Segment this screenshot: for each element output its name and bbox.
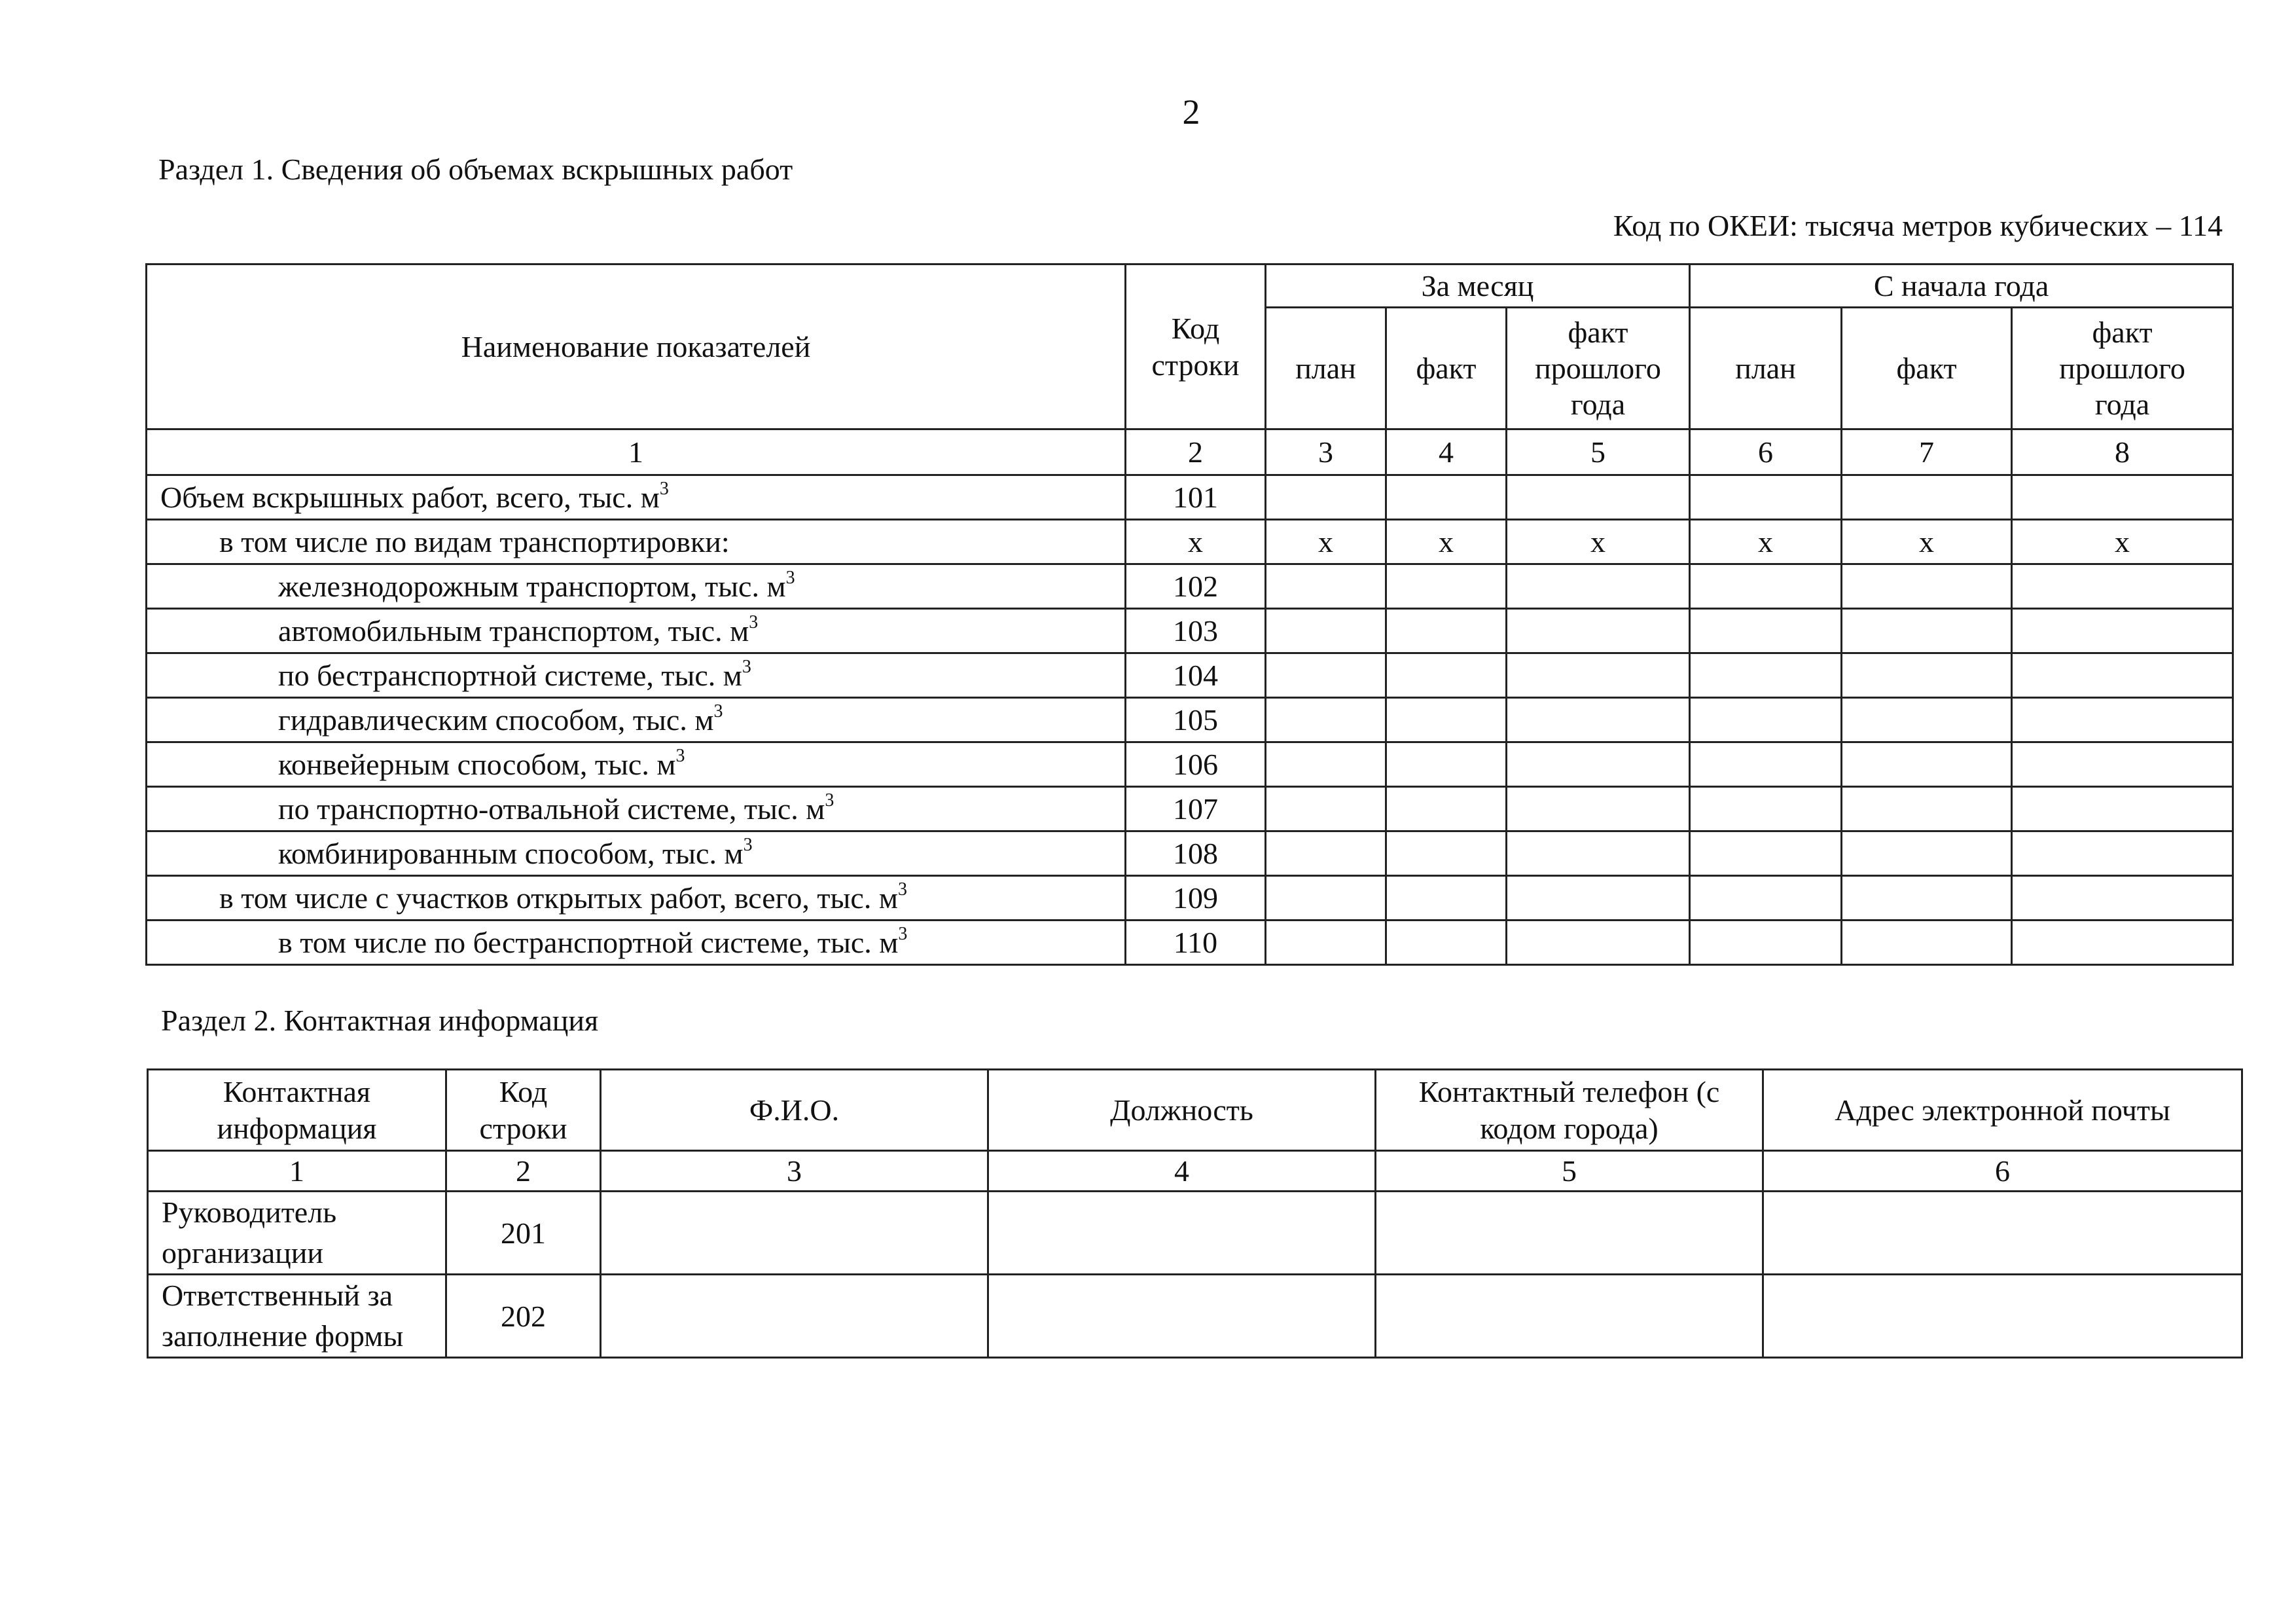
value-cell[interactable] bbox=[2012, 787, 2233, 831]
value-cell[interactable] bbox=[2012, 653, 2233, 698]
column-number: 4 bbox=[1386, 429, 1507, 475]
value-cell[interactable] bbox=[1507, 564, 1690, 609]
value-cell[interactable] bbox=[2012, 876, 2233, 921]
value-cell[interactable] bbox=[1842, 787, 2012, 831]
unit-superscript: 3 bbox=[825, 790, 834, 811]
value-cell[interactable] bbox=[1690, 742, 1842, 787]
value-cell[interactable] bbox=[2012, 742, 2233, 787]
value-cell[interactable] bbox=[1507, 609, 1690, 653]
column-number: 5 bbox=[1507, 429, 1690, 475]
header-year-fact-prev-text: факт прошлого года bbox=[2059, 315, 2185, 422]
column-number: 4 bbox=[988, 1151, 1376, 1192]
value-cell[interactable] bbox=[1266, 831, 1386, 876]
header-code-text: Код строки bbox=[1151, 312, 1240, 382]
contact-role: Ответственный за заполнение формы bbox=[148, 1275, 446, 1358]
value-cell[interactable] bbox=[1690, 787, 1842, 831]
header-phone-text: Контактный телефон (с кодом города) bbox=[1418, 1075, 1720, 1145]
header-code-text: Код строки bbox=[479, 1075, 567, 1145]
header-row-1 bbox=[147, 264, 2233, 308]
value-cell[interactable] bbox=[1266, 653, 1386, 698]
column-number: 3 bbox=[601, 1151, 988, 1192]
value-cell: x bbox=[1690, 520, 1842, 564]
table-row bbox=[148, 1192, 2242, 1275]
column-number: 1 bbox=[148, 1151, 446, 1192]
unit-superscript: 3 bbox=[897, 879, 907, 900]
fio-cell[interactable] bbox=[601, 1275, 988, 1358]
value-cell[interactable] bbox=[1842, 653, 2012, 698]
row-name bbox=[147, 653, 1126, 698]
value-cell[interactable] bbox=[1690, 698, 1842, 742]
value-cell[interactable] bbox=[1690, 609, 1842, 653]
column-number: 3 bbox=[1266, 429, 1386, 475]
row-name bbox=[147, 742, 1126, 787]
value-cell: x bbox=[2012, 520, 2233, 564]
header-month-fact-prev-text: факт прошлого года bbox=[1535, 315, 1661, 422]
value-cell[interactable] bbox=[1266, 921, 1386, 965]
column-number: 5 bbox=[1376, 1151, 1763, 1192]
header-month-group: За месяц bbox=[1266, 264, 1690, 308]
table-row bbox=[147, 653, 2233, 698]
header-year-group: С начала года bbox=[1690, 264, 2233, 308]
value-cell[interactable] bbox=[1507, 787, 1690, 831]
header-phone bbox=[1376, 1070, 1763, 1151]
row-name-text: по транспортно-отвальной системе, тыс. м bbox=[278, 792, 825, 826]
header-fio: Ф.И.О. bbox=[601, 1070, 988, 1151]
header-email: Адрес электронной почты bbox=[1763, 1070, 2242, 1151]
value-cell[interactable] bbox=[1386, 609, 1507, 653]
value-cell[interactable] bbox=[1266, 564, 1386, 609]
contacts-table bbox=[147, 1068, 2243, 1359]
table-row bbox=[147, 698, 2233, 742]
value-cell[interactable] bbox=[1842, 921, 2012, 965]
value-cell[interactable] bbox=[2012, 831, 2233, 876]
column-number: 8 bbox=[2012, 429, 2233, 475]
row-code: 105 bbox=[1126, 698, 1266, 742]
page-number: 2 bbox=[1182, 92, 1200, 132]
value-cell[interactable] bbox=[1266, 742, 1386, 787]
header-month-plan: план bbox=[1266, 308, 1386, 429]
value-cell[interactable] bbox=[1386, 787, 1507, 831]
unit-superscript: 3 bbox=[659, 478, 669, 499]
position-cell[interactable] bbox=[988, 1192, 1376, 1275]
value-cell[interactable] bbox=[1386, 742, 1507, 787]
value-cell[interactable] bbox=[1507, 653, 1690, 698]
table-row bbox=[147, 876, 2233, 921]
value-cell[interactable] bbox=[1507, 831, 1690, 876]
value-cell[interactable] bbox=[1842, 876, 2012, 921]
table-row bbox=[147, 609, 2233, 653]
value-cell[interactable] bbox=[2012, 475, 2233, 520]
value-cell[interactable] bbox=[1507, 698, 1690, 742]
header-name: Наименование показателей bbox=[147, 264, 1126, 429]
value-cell[interactable] bbox=[1842, 475, 2012, 520]
row-name-text: железнодорожным транспортом, тыс. м bbox=[278, 569, 786, 603]
header-year-fact-prev bbox=[2012, 308, 2233, 429]
value-cell[interactable] bbox=[1386, 564, 1507, 609]
table-row bbox=[147, 520, 2233, 564]
value-cell[interactable] bbox=[1507, 921, 1690, 965]
value-cell[interactable] bbox=[1507, 876, 1690, 921]
value-cell[interactable] bbox=[1386, 475, 1507, 520]
value-cell[interactable] bbox=[1386, 698, 1507, 742]
contacts-header-row bbox=[148, 1070, 2242, 1151]
row-name bbox=[147, 698, 1126, 742]
value-cell[interactable] bbox=[1386, 653, 1507, 698]
position-cell[interactable] bbox=[988, 1275, 1376, 1358]
header-position: Должность bbox=[988, 1070, 1376, 1151]
header-contact bbox=[148, 1070, 446, 1151]
header-code bbox=[1126, 264, 1266, 429]
phone-cell[interactable] bbox=[1376, 1275, 1763, 1358]
table-row bbox=[148, 1275, 2242, 1358]
value-cell[interactable] bbox=[1266, 698, 1386, 742]
value-cell[interactable] bbox=[1690, 876, 1842, 921]
row-name-text: по бестранспортной системе, тыс. м bbox=[278, 658, 742, 692]
table-row bbox=[147, 787, 2233, 831]
value-cell[interactable] bbox=[1386, 876, 1507, 921]
value-cell[interactable] bbox=[2012, 698, 2233, 742]
column-number: 6 bbox=[1763, 1151, 2242, 1192]
value-cell[interactable] bbox=[2012, 564, 2233, 609]
column-number: 1 bbox=[147, 429, 1126, 475]
value-cell[interactable] bbox=[1842, 742, 2012, 787]
unit-superscript: 3 bbox=[713, 701, 723, 721]
row-code: 107 bbox=[1126, 787, 1266, 831]
table-row bbox=[147, 475, 2233, 520]
contact-role: Руководитель организации bbox=[148, 1192, 446, 1275]
unit-superscript: 3 bbox=[785, 567, 795, 588]
row-name bbox=[147, 921, 1126, 965]
header-code bbox=[446, 1070, 601, 1151]
row-name bbox=[147, 787, 1126, 831]
table-row bbox=[147, 831, 2233, 876]
header-year-fact: факт bbox=[1842, 308, 2012, 429]
unit-superscript: 3 bbox=[742, 656, 751, 677]
row-code: 103 bbox=[1126, 609, 1266, 653]
value-cell: x bbox=[1266, 520, 1386, 564]
row-name bbox=[147, 520, 1126, 564]
unit-superscript: 3 bbox=[749, 611, 759, 632]
unit-superscript: 3 bbox=[898, 923, 908, 944]
column-number: 2 bbox=[446, 1151, 601, 1192]
unit-superscript: 3 bbox=[743, 834, 753, 855]
value-cell: x bbox=[1507, 520, 1690, 564]
value-cell[interactable] bbox=[2012, 609, 2233, 653]
value-cell[interactable] bbox=[1386, 831, 1507, 876]
row-name-text: в том числе по бестранспортной системе, тыс. м bbox=[278, 925, 899, 959]
table-row bbox=[147, 564, 2233, 609]
section2-title: Раздел 2. Контактная информация bbox=[161, 1004, 599, 1037]
value-cell[interactable] bbox=[1690, 921, 1842, 965]
value-cell[interactable] bbox=[1266, 475, 1386, 520]
header-year-plan: план bbox=[1690, 308, 1842, 429]
value-cell[interactable] bbox=[1266, 609, 1386, 653]
row-name bbox=[147, 831, 1126, 876]
row-code: x bbox=[1126, 520, 1266, 564]
row-name-text: автомобильным транспортом, тыс. м bbox=[278, 613, 749, 647]
okei-code: Код по ОКЕИ: тысяча метров кубических – 114 bbox=[1613, 209, 2223, 242]
email-cell[interactable] bbox=[1763, 1275, 2242, 1358]
email-cell[interactable] bbox=[1763, 1192, 2242, 1275]
contacts-table-body bbox=[148, 1192, 2242, 1358]
column-number: 7 bbox=[1842, 429, 2012, 475]
value-cell: x bbox=[1842, 520, 2012, 564]
fio-cell[interactable] bbox=[601, 1192, 988, 1275]
row-code: 109 bbox=[1126, 876, 1266, 921]
value-cell[interactable] bbox=[1690, 564, 1842, 609]
volumes-table bbox=[145, 263, 2234, 966]
value-cell: x bbox=[1386, 520, 1507, 564]
row-name-text: конвейерным способом, тыс. м bbox=[278, 747, 676, 781]
table-row bbox=[147, 742, 2233, 787]
value-cell[interactable] bbox=[2012, 921, 2233, 965]
value-cell[interactable] bbox=[1507, 742, 1690, 787]
value-cell[interactable] bbox=[1842, 609, 2012, 653]
row-name bbox=[147, 876, 1126, 921]
row-name bbox=[147, 475, 1126, 520]
value-cell[interactable] bbox=[1386, 921, 1507, 965]
row-code: 108 bbox=[1126, 831, 1266, 876]
row-code: 201 bbox=[446, 1192, 601, 1275]
row-code: 106 bbox=[1126, 742, 1266, 787]
row-name-text: гидравлическим способом, тыс. м bbox=[278, 702, 714, 737]
row-name-text: Объем вскрышных работ, всего, тыс. м bbox=[160, 480, 660, 514]
volumes-table-body bbox=[147, 475, 2233, 965]
row-code: 101 bbox=[1126, 475, 1266, 520]
table-row bbox=[147, 921, 2233, 965]
header-contact-text: Контактная информация bbox=[217, 1075, 377, 1145]
row-code: 110 bbox=[1126, 921, 1266, 965]
column-numbers-row bbox=[147, 429, 2233, 475]
row-code: 102 bbox=[1126, 564, 1266, 609]
value-cell[interactable] bbox=[1690, 831, 1842, 876]
row-name-text: в том числе с участков открытых работ, всего, тыс. м bbox=[219, 881, 898, 915]
row-name bbox=[147, 609, 1126, 653]
section1-title: Раздел 1. Сведения об объемах вскрышных работ bbox=[158, 153, 793, 186]
value-cell[interactable] bbox=[1690, 475, 1842, 520]
value-cell[interactable] bbox=[1842, 831, 2012, 876]
row-code: 202 bbox=[446, 1275, 601, 1358]
header-month-fact-prev bbox=[1507, 308, 1690, 429]
row-code: 104 bbox=[1126, 653, 1266, 698]
value-cell[interactable] bbox=[1266, 787, 1386, 831]
unit-superscript: 3 bbox=[675, 745, 685, 766]
row-name bbox=[147, 564, 1126, 609]
value-cell[interactable] bbox=[1690, 653, 1842, 698]
value-cell[interactable] bbox=[1266, 876, 1386, 921]
contacts-column-numbers-row bbox=[148, 1151, 2242, 1192]
column-number: 2 bbox=[1126, 429, 1266, 475]
value-cell[interactable] bbox=[1507, 475, 1690, 520]
header-month-fact: факт bbox=[1386, 308, 1507, 429]
row-name-text: комбинированным способом, тыс. м bbox=[278, 836, 744, 870]
row-name-text: в том числе по видам транспортировки: bbox=[219, 524, 730, 558]
phone-cell[interactable] bbox=[1376, 1192, 1763, 1275]
column-number: 6 bbox=[1690, 429, 1842, 475]
value-cell[interactable] bbox=[1842, 564, 2012, 609]
value-cell[interactable] bbox=[1842, 698, 2012, 742]
